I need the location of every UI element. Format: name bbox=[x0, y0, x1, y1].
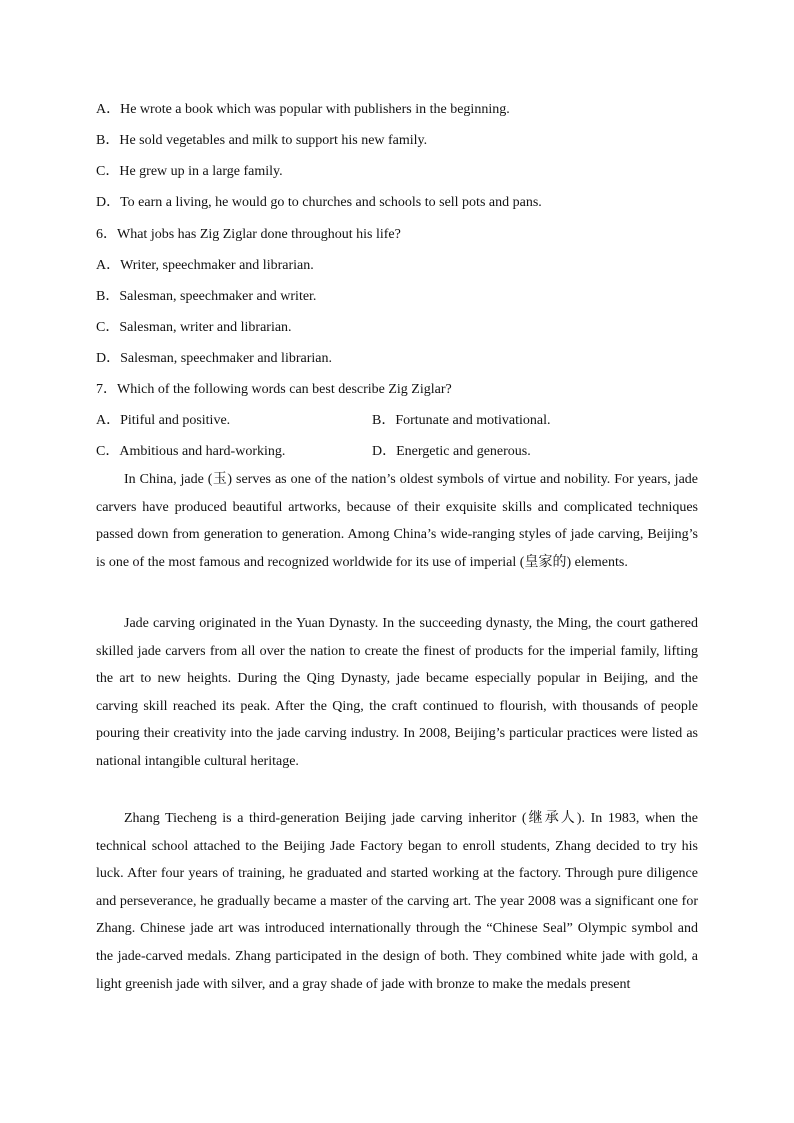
passage-paragraph-3: Zhang Tiecheng is a third-generation Beijing jade carving inheritor (继承人). In 1983, when the technical school attached to the Beijing Jade Factory began to enroll students, Zhang decided to try his luck. After four years of training, he graduated and started working at the factory. Through pure diligence and perseverance, he gradually became a master of the carving art. The year 2008 was a significant one for Zhang. Chinese jade art was introduced internationally through the “Chinese Seal” Olympic symbol and the jade-carved medals. Zhang participated in the design of both. They combined white jade with gold, a light greenish jade with silver, and a gray shade of jade with bronze to make the medals present bbox=[96, 811, 698, 992]
q6-option-c: C．Salesman, writer and librarian. bbox=[96, 320, 292, 335]
q7-question: 7．Which of the following words can best describe Zig Ziglar? bbox=[96, 382, 452, 397]
q7-option-a: A．Pitiful and positive. bbox=[96, 413, 231, 428]
q7-option-b: B．Fortunate and motivational. bbox=[372, 413, 551, 428]
q7-option-c: C．Ambitious and hard-working. bbox=[96, 444, 286, 459]
q6-option-b: B．Salesman, speechmaker and writer. bbox=[96, 289, 317, 304]
q6-option-d: D．Salesman, speechmaker and librarian. bbox=[96, 351, 332, 366]
q5-option-d: D．To earn a living, he would go to churches and schools to sell pots and pans. bbox=[96, 195, 542, 210]
passage-paragraph-2: Jade carving originated in the Yuan Dynasty. In the succeeding dynasty, the Ming, the court gathered skilled jade carvers from all over the nation to create the finest of products for the imperial family, lifting the art to new heights. During the Qing Dynasty, jade became especially popular in Beijing, and the carving skill reached its peak. After the Qing, the craft continued to flourish, with thousands of people pouring their creativity into the jade carving industry. In 2008, Beijing’s particular practices were listed as national intangible cultural heritage. bbox=[96, 616, 698, 769]
q6-option-a: A．Writer, speechmaker and librarian. bbox=[96, 258, 314, 273]
q5-option-a: A．He wrote a book which was popular with publishers in the beginning. bbox=[96, 102, 510, 117]
passage-paragraph-1: In China, jade (玉) serves as one of the nation’s oldest symbols of virtue and nobility. For years, jade carvers have produced beautiful artworks, because of their exquisite skills and complicated techniques passed down from generation to generation. Among China’s wide-ranging styles of jade carving, Beijing’s is one of the most famous and recognized worldwide for its use of imperial (皇家的) elements. bbox=[96, 472, 698, 570]
q6-question: 6．What jobs has Zig Ziglar done throughout his life? bbox=[96, 227, 401, 242]
q5-option-c: C．He grew up in a large family. bbox=[96, 164, 283, 179]
q7-option-d: D．Energetic and generous. bbox=[372, 444, 531, 459]
q5-option-b: B．He sold vegetables and milk to support his new family. bbox=[96, 133, 428, 148]
